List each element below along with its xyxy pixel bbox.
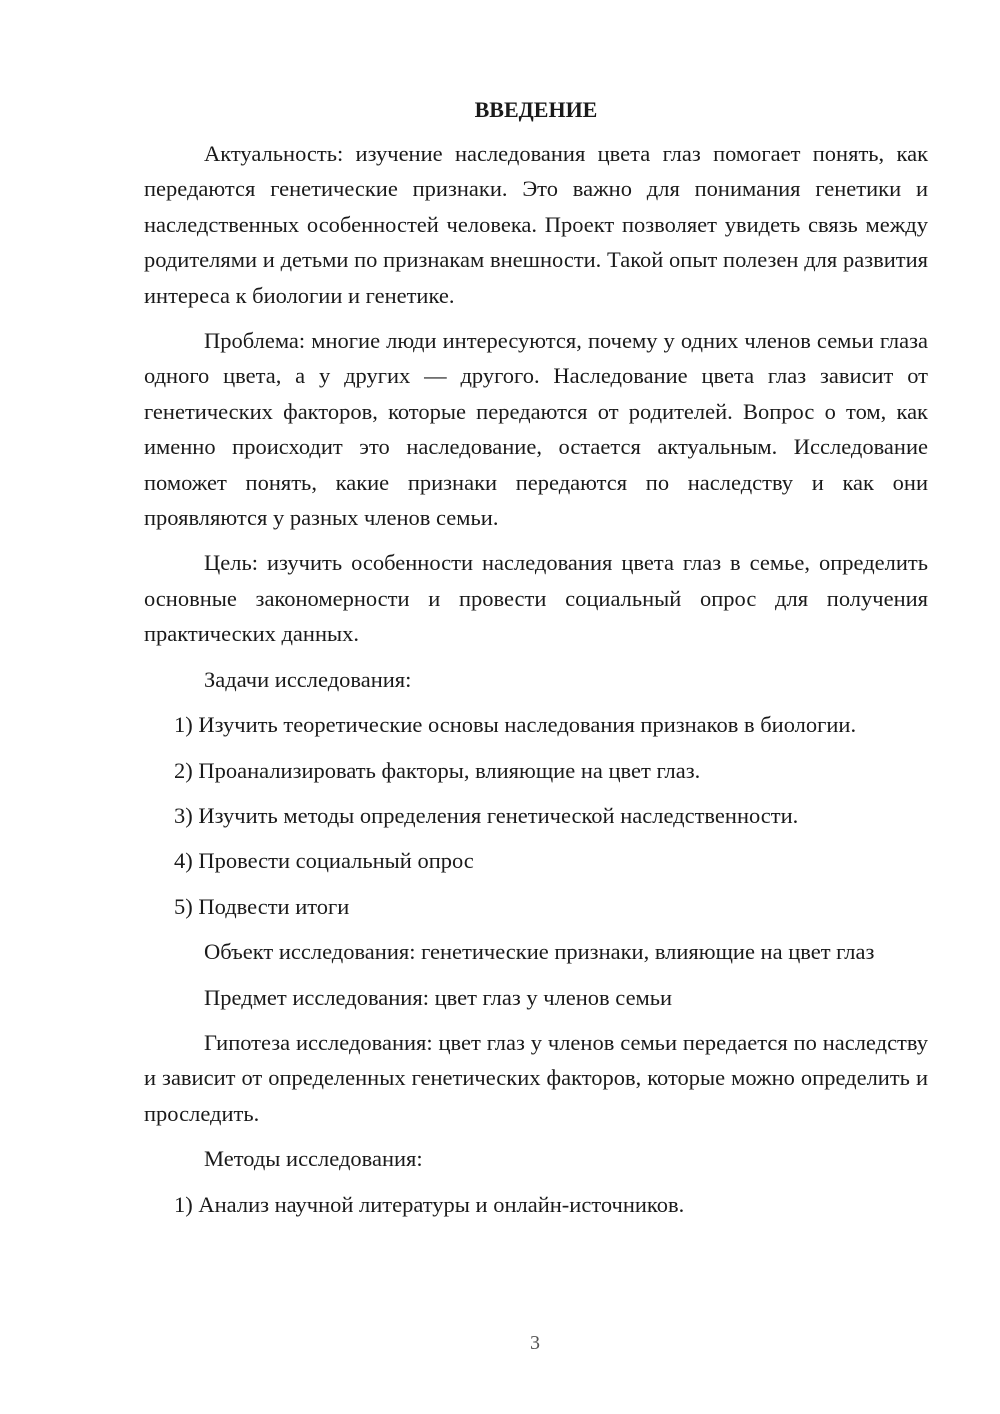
task-item: 1) Изучить теоретические основы наследования признаков в биологии. — [174, 712, 857, 738]
task-item: 2) Проанализировать факторы, влияющие на цвет глаз. — [174, 757, 701, 783]
task-item: 5) Подвести итоги — [174, 893, 350, 919]
hypothesis-paragraph: Гипотеза исследования: цвет глаз у членов семьи передается по наследству и зависит от определенных генетических факторов, которые можно определить и проследить. — [144, 1029, 928, 1126]
task-item: 4) Провести социальный опрос — [174, 848, 474, 874]
subject-paragraph: Предмет исследования: цвет глаз у членов семьи — [204, 984, 673, 1010]
goal-paragraph: Цель: изучить особенности наследования цвета глаз в семье, определить основные закономерности и провести социальный опрос для получения практических данных. — [144, 550, 928, 647]
section-title: ВВЕДЕНИЕ — [474, 97, 598, 122]
tasks-heading: Задачи исследования: — [204, 666, 412, 692]
relevance-paragraph: Актуальность: изучение наследования цвета глаз помогает понять, как передаются генетические признаки. Это важно для понимания генетики и наследственных особенностей человека. Проект позволяет увидеть связь между родителями и детьми по признакам внешности. Такой опыт полезен для развития интереса к биологии и генетике. — [144, 141, 928, 308]
page-number: 3 — [530, 1332, 540, 1354]
document-page — [144, 92, 928, 1222]
task-item: 3) Изучить методы определения генетической наследственности. — [174, 802, 799, 828]
method-item: 1) Анализ научной литературы и онлайн-источников. — [174, 1191, 685, 1217]
object-paragraph: Объект исследования: генетические признаки, влияющие на цвет глаз — [204, 939, 875, 965]
problem-paragraph: Проблема: многие люди интересуются, почему у одних членов семьи глаза одного цвета, а у других — другого. Наследование цвета глаз зависит от генетических факторов, которые передаются от родителей. Вопрос о том, как именно происходит это наследование, остается актуальным. Исследование поможет понять, какие признаки передаются по наследству и как они проявляются у разных членов семьи. — [144, 328, 928, 531]
methods-heading: Методы исследования: — [204, 1146, 423, 1172]
